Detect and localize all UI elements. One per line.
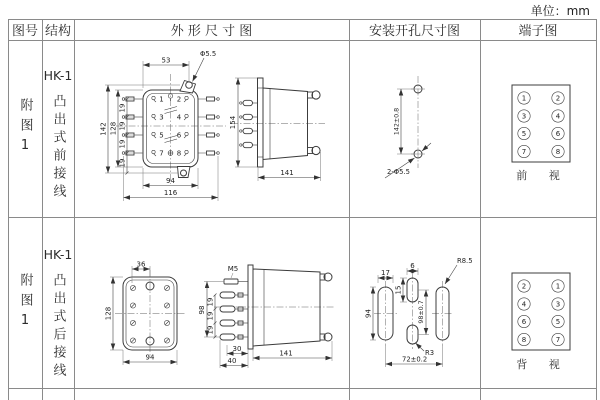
row2-model: HK-1 xyxy=(43,247,73,262)
front-plate xyxy=(258,78,264,167)
row1-structure-cell xyxy=(42,40,74,217)
terminal-pin: 2 xyxy=(521,282,527,291)
dim-len-inner: 30 xyxy=(232,345,242,353)
dim-height-outer: 142 xyxy=(99,122,108,136)
terminal-pin: 5 xyxy=(521,130,527,138)
dim-rear-side-height: 98 xyxy=(198,305,206,315)
terminal-number-8: 8 xyxy=(176,149,182,158)
side-view xyxy=(229,78,325,181)
dim-radius-big: R8.5 xyxy=(457,257,473,265)
dim-mid-height: 15 xyxy=(394,285,403,295)
row1-model: HK-1 xyxy=(43,68,73,83)
terminal-pin: 8 xyxy=(521,336,527,344)
terminal-pin: 6 xyxy=(521,318,527,326)
dim-slot-height: 94 xyxy=(364,309,373,318)
terminal-pin: 7 xyxy=(555,336,561,344)
terminal-pin: 5 xyxy=(555,318,561,326)
dim-pitch-1: 19 xyxy=(118,103,127,113)
terminal-number-4: 4 xyxy=(176,113,182,122)
row1-structure: 凸出式前接线 xyxy=(50,94,66,202)
terminal-number-6: 6 xyxy=(176,131,182,140)
terminal-box xyxy=(512,273,570,350)
dim-rear-pitch-3: 19 xyxy=(206,325,215,335)
col-header-terminal: 端子图 xyxy=(518,24,558,39)
row2-structure-cell xyxy=(42,217,74,390)
row2-structure: 凸出式后接线 xyxy=(50,273,66,381)
terminal-box xyxy=(512,85,570,162)
dim-rear-bottom: 94 xyxy=(145,353,155,362)
dim-len-outer: 40 xyxy=(227,357,237,365)
rear-side-view xyxy=(198,265,334,368)
row2-install-drawing xyxy=(349,217,480,390)
row1-terminal-diagram xyxy=(480,40,596,217)
row2-fig-no: 附图1 xyxy=(17,272,33,335)
dim-side-height: 154 xyxy=(229,115,237,130)
dim-height-inner: 128 xyxy=(109,121,118,136)
terminal-pin: 4 xyxy=(521,300,527,309)
dim-mid-width: 6 xyxy=(410,262,415,270)
dim-rear-top-width: 36 xyxy=(136,260,146,269)
dim-pitch-3: 19 xyxy=(118,139,127,149)
dim-mid-spacing: 98±0.7 xyxy=(418,300,425,324)
terminal-pin: 6 xyxy=(555,130,561,138)
m5-stud xyxy=(224,279,238,284)
dim-radius-small: R3 xyxy=(425,349,435,357)
mounting-screw-top xyxy=(312,91,320,99)
row2-fig-no-cell xyxy=(8,217,42,390)
row1-outline-drawing xyxy=(74,40,349,217)
terminal-pin: 3 xyxy=(555,300,561,309)
rear-pins xyxy=(220,292,248,340)
relay-body-rear xyxy=(253,269,320,346)
terminal-pin: 1 xyxy=(555,282,561,291)
side-pins xyxy=(240,100,258,147)
col-header-fig-no: 图号 xyxy=(11,24,38,39)
dim-total-width: 72±0.2 xyxy=(402,355,428,364)
contact-symbols xyxy=(152,94,188,156)
terminal-pin: 1 xyxy=(521,94,527,103)
dim-slot-width: 17 xyxy=(381,269,390,277)
terminal-pin: 4 xyxy=(555,112,561,121)
unit-label: 单位：mm xyxy=(530,4,590,18)
dim-ear-hole: Φ5.5 xyxy=(200,50,217,58)
dim-bottom-inner: 94 xyxy=(166,177,175,185)
terminal-pin: 8 xyxy=(555,148,561,156)
terminal-number-1: 1 xyxy=(159,95,164,104)
row2-view-label: 背 视 xyxy=(516,358,569,371)
dim-bottom-outer: 116 xyxy=(163,189,178,197)
col-header-structure: 结构 xyxy=(44,24,71,39)
terminal-number-5: 5 xyxy=(159,131,164,140)
dim-hole-callout: 2-Φ5.5 xyxy=(387,168,410,176)
terminal-pin: 3 xyxy=(521,112,527,121)
col-header-install: 安装开孔尺寸图 xyxy=(368,24,460,39)
dim-rear-height: 128 xyxy=(104,306,113,321)
terminal-pin: 7 xyxy=(521,148,527,156)
table-border-right xyxy=(596,19,597,400)
dim-screw-label: M5 xyxy=(227,265,239,273)
dim-side-depth: 141 xyxy=(280,169,294,177)
dim-rear-depth: 141 xyxy=(279,349,293,358)
terminal-number-3: 3 xyxy=(159,113,164,122)
dim-rear-pitch-2: 19 xyxy=(206,311,215,321)
terminal-number-7: 7 xyxy=(159,149,164,158)
dim-top-width: 53 xyxy=(161,56,171,65)
dim-rear-pitch-1: 19 xyxy=(206,297,215,307)
mounting-screw-bottom xyxy=(312,146,320,154)
row1-fig-no-cell xyxy=(8,40,42,217)
dim-pitch-2: 19 xyxy=(118,121,127,131)
terminal-pin: 2 xyxy=(555,94,561,103)
dim-pitch-4: 19 xyxy=(118,158,127,168)
row2-outline-drawing xyxy=(74,217,349,390)
row1-install-drawing xyxy=(349,40,480,217)
dim-hole-spacing: 142±0.8 xyxy=(393,107,401,136)
row1-fig-no: 附图1 xyxy=(17,97,33,160)
rear-view xyxy=(105,261,186,366)
row1-view-label: 前 视 xyxy=(516,169,569,182)
terminal-number-2: 2 xyxy=(176,95,182,104)
front-view xyxy=(100,50,227,201)
col-header-outline: 外 形 尺 寸 图 xyxy=(170,24,253,39)
